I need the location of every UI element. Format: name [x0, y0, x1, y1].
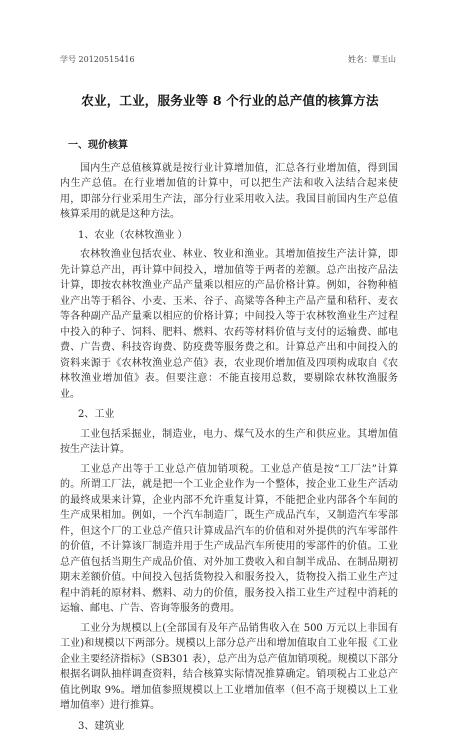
student-name: 姓名：覃玉山 — [348, 55, 396, 64]
subsection-heading-construction: 3、建筑业 — [78, 720, 125, 732]
section-heading-current-price: 一、现价核算 — [68, 140, 128, 151]
paragraph-industry-2: 工业总产出等于工业总产值加销项税。工业总产值是按“工厂法”计算的。所谓工厂法，就是把一个工业企业作为一个整体，按企业工业生产活动的最终成果来计算，企业内部不允许重复计算，不能把企业内部各个车间的生产成果相加。例如，一个汽车制造厂，既生产成品汽车，又制造汽车零部件，但这个厂的工业总产值只计算成品汽车的价值和对外提供的汽车零部件的价值，不计算该厂制造并用于生产成品汽车所使用的零部件的价值。工业总产值包括当期生产成品价值、对外加工费收入和自制半成品、在制品期初期末差额价值。中间投入包括货物投入和服务投入，货物投入指工业生产过程中消耗的原材料、燃料、动力的价值，服务投入指工业生产过程中消耗的运输、邮电、广告、咨询等服务的费用。 — [60, 463, 398, 614]
document-header — [60, 54, 396, 66]
document-body — [60, 138, 398, 738]
paragraph-industry-1: 工业包括采掘业，制造业，电力、煤气及水的生产和供应业。其增加值按生产法计算。 — [60, 428, 398, 455]
document-title: 农业，工业，服务业等 8 个行业的总产值的核算方法 — [81, 93, 379, 108]
subsection-heading-agriculture: 1、农业（农林牧渔业 ） — [78, 229, 188, 241]
student-id: 学号 20120515416 — [60, 55, 135, 64]
subsection-heading-industry: 2、工业 — [78, 409, 115, 420]
paragraph-agriculture: 农林牧渔业包括农业、林业、牧业和渔业。其增加值按生产法计算，即先计算总产出，再计算中间投入，增加值等于两者的差额。总产出按产品法计算，即按农林牧渔业产品产量乘以相应的产品价格计算。例如，谷物种植业产出等于稻谷、小麦、玉米、谷子、高粱等各种主产品产量和秸秆、麦衣等各种副产品产量乘以相应的价格计算；中间投入等于农林牧渔业生产过程中投入的种子、饲料、肥料、燃料、农药等材料价值与支付的运输费、邮电费、广告费、科技咨询费、防疫费等服务费之和。计算总产出和中间投入的资料来源于《农林牧渔业总产值》表，农业现价增加值及四项构成取自《农林牧渔业增加值》表。但要注意：不能直接用总数，要剔除农林牧渔服务业。 — [60, 249, 398, 400]
paragraph-intro: 国内生产总值核算就是按行业计算增加值，汇总各行业增加值，得到国内生产总值。在行业增加值的计算中，可以把生产法和收入法结合起来使用，即部分行业采用生产法，部分行业采用收入法。我国目前国内生产总值核算采用的就是这种方法。 — [60, 162, 398, 220]
paragraph-industry-3: 工业分为规模以上(全部国有及年产品销售收入在 500 万元以上非国有工业)和规模以下两部分。规模以上部分总产出和增加值取自工业年报《工业企业主要经济指标》（SB301 表），总产出为总产值加销项税。规模以下部分根据名调队抽样调查资料，结合核算实际情况推算确定。销项税占工业总产值比例取 9%。增加值参照规模以上工业增加值率（但不高于规模以上工业增加值率）进行推算。 — [60, 622, 398, 711]
